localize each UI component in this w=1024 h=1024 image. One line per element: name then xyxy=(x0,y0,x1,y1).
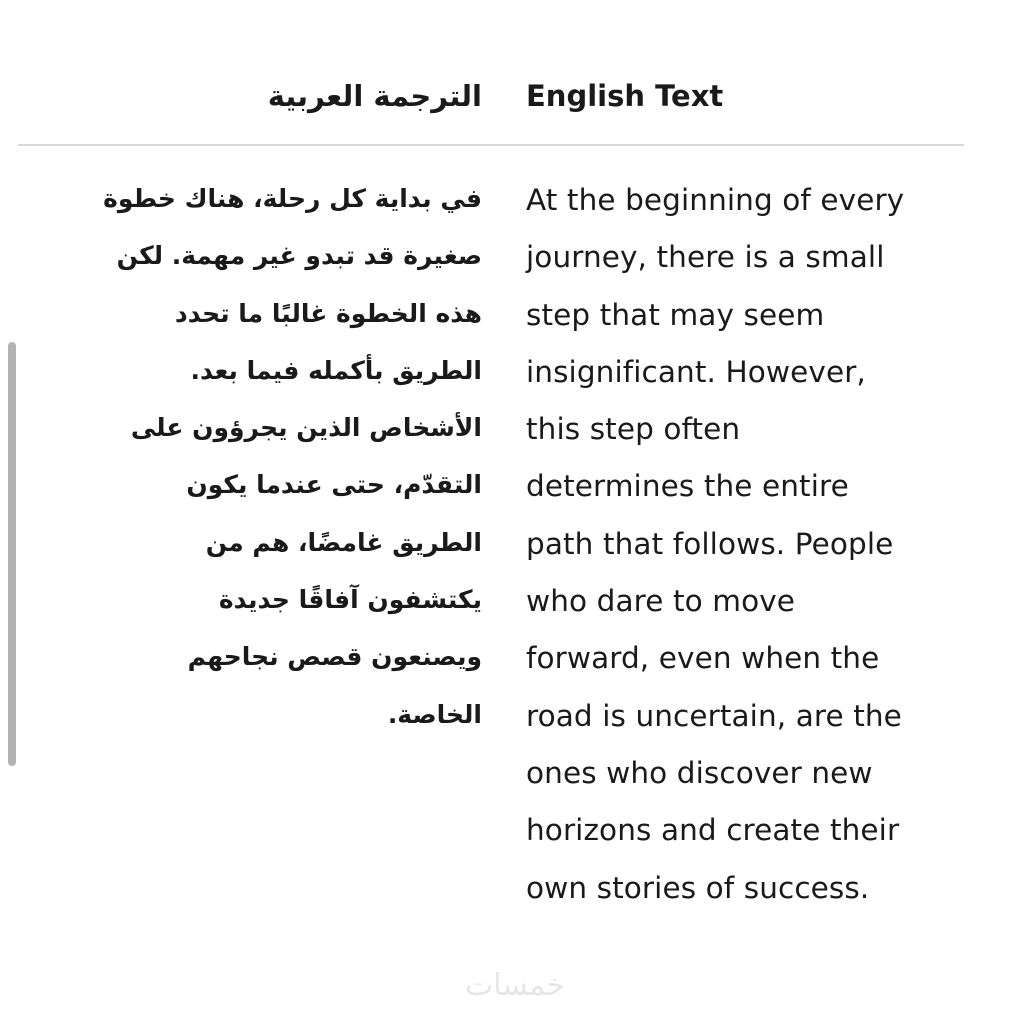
arabic-text-line: الخاصة. xyxy=(387,699,482,729)
arabic-column-header: الترجمة العربية xyxy=(267,79,482,113)
header-divider xyxy=(18,144,964,146)
english-text-line: journey, there is a small xyxy=(526,240,885,275)
arabic-text-line: الطريق بأكمله فيما بعد. xyxy=(190,355,482,385)
english-column-header: English Text xyxy=(526,79,724,113)
arabic-text-line: الطريق غامضًا، هم من xyxy=(205,527,482,557)
arabic-text-line: يكتشفون آفاقًا جديدة xyxy=(218,585,482,615)
english-text-line: step that may seem xyxy=(526,297,825,332)
arabic-text-line: التقدّم، حتى عندما يكون xyxy=(186,470,482,500)
english-text-line: insignificant. However, xyxy=(526,354,866,389)
arabic-text-line: في بداية كل رحلة، هناك خطوة xyxy=(103,184,482,213)
english-text-line: At the beginning of every xyxy=(526,183,905,217)
english-text-line: path that follows. People xyxy=(526,526,894,561)
english-text-line: this step often xyxy=(526,412,741,447)
arabic-text-cell xyxy=(42,170,482,743)
arabic-text-line: الأشخاص الذين يجرؤون على xyxy=(130,413,482,443)
english-text-line: horizons and create their xyxy=(526,813,900,848)
arabic-text-line: ويصنعون قصص نجاحهم xyxy=(187,642,482,672)
english-text-line: forward, even when the xyxy=(526,641,880,676)
english-text-cell xyxy=(526,172,996,917)
english-text-line: determines the entire xyxy=(526,469,849,504)
arabic-text-line: صغيرة قد تبدو غير مهمة. لكن xyxy=(116,241,482,271)
arabic-text-line: هذه الخطوة غالبًا ما تحدد xyxy=(174,298,482,328)
watermark-logo: خمسات xyxy=(464,968,566,1003)
english-text-line: own stories of success. xyxy=(526,870,870,905)
english-text-line: who dare to move xyxy=(526,584,796,619)
vertical-scrollbar[interactable] xyxy=(8,342,16,766)
english-text-line: ones who discover new xyxy=(526,755,873,790)
english-text-line: road is uncertain, are the xyxy=(526,698,902,733)
